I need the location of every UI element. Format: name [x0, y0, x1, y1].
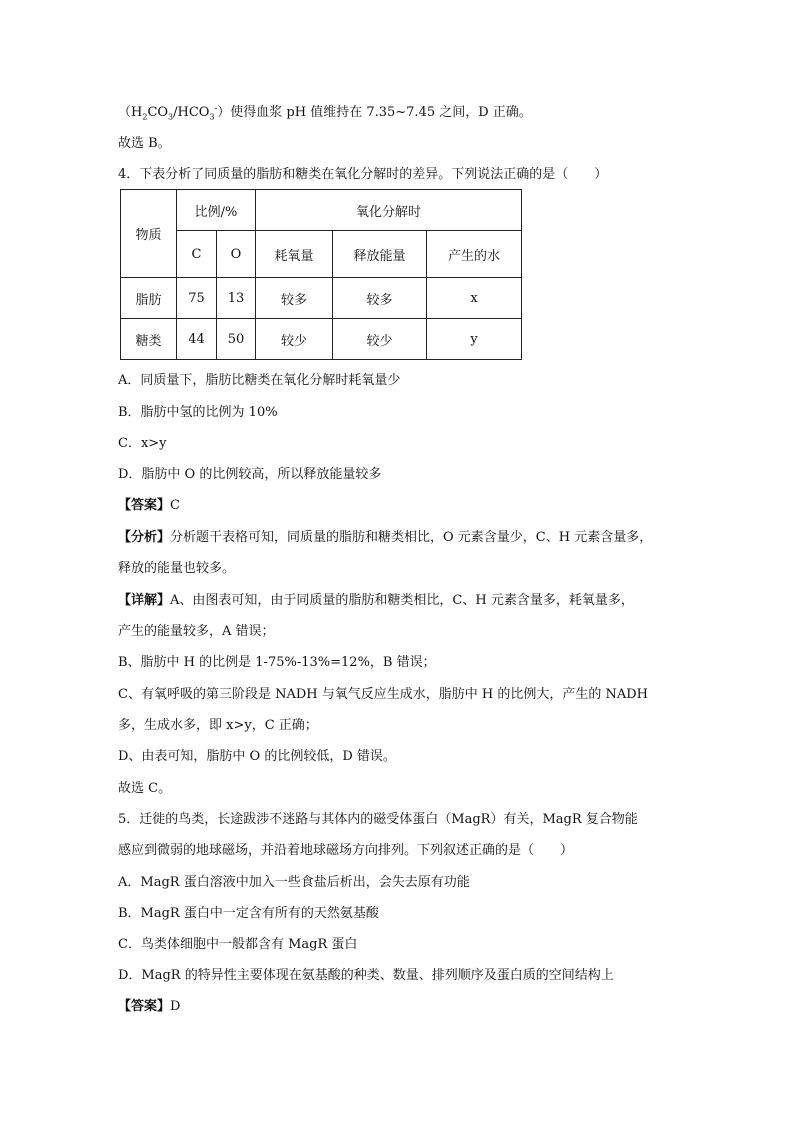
row-c: 44: [177, 319, 217, 360]
header-energy: 释放能量: [333, 231, 427, 278]
row-oxygen: 较少: [256, 319, 333, 360]
detail-label: 【详解】: [118, 593, 171, 608]
analysis-label: 【分析】: [118, 530, 171, 545]
table-row: [121, 319, 522, 360]
answer-label: 【答案】: [118, 999, 171, 1014]
answer-value: C: [170, 498, 180, 513]
answer-label: 【答案】: [118, 498, 171, 513]
formula-subscript: 2: [142, 112, 148, 122]
analysis-text: 分析题干表格可知，同质量的脂肪和糖类相比，O 元素含量少，C、H 元素含量多，: [170, 530, 653, 545]
q4-option-c: C．x>y: [118, 436, 167, 451]
header-c: C: [177, 231, 217, 278]
row-energy: 较多: [333, 278, 427, 319]
choose-b-line: 故选 B。: [118, 136, 171, 151]
formula-line: [118, 104, 532, 122]
row-water: x: [427, 278, 522, 319]
q5-answer-line: [118, 998, 180, 1016]
formula-superscript: -: [214, 103, 218, 113]
q5-option-a: A．MagR 蛋白溶液中加入一些食盐后析出，会失去原有功能: [118, 875, 470, 890]
header-ratio: 比例/%: [177, 190, 256, 231]
formula-text: （H: [118, 105, 143, 120]
header-water: 产生的水: [427, 231, 522, 278]
formula-text: /HCO: [173, 105, 210, 120]
q4-choose-line: 故选 C。: [118, 781, 172, 796]
row-c: 75: [177, 278, 217, 319]
q4-detail-line-6: D、由表可知，脂肪中 O 的比例较低，D 错误。: [118, 749, 396, 764]
answer-value: D: [170, 999, 181, 1014]
formula-subscript: 3: [209, 112, 215, 122]
row-o: 13: [217, 278, 256, 319]
q4-option-a: A．同质量下，脂肪比糖类在氧化分解时耗氧量少: [118, 373, 401, 388]
question-4-stem: 4．下表分析了同质量的脂肪和糖类在氧化分解时的差异。下列说法正确的是（ ）: [118, 167, 608, 182]
header-oxidation: 氧化分解时: [256, 190, 522, 231]
row-energy: 较少: [333, 319, 427, 360]
header-oxygen: 耗氧量: [256, 231, 333, 278]
q4-analysis-line-1: [118, 529, 652, 547]
q4-analysis-line-2: 释放的能量也较多。: [118, 561, 236, 576]
row-name: 脂肪: [121, 278, 177, 319]
question-5-stem-2: 感应到微弱的地球磁场，并沿着地球磁场方向排列。下列叙述正确的是（ ）: [118, 843, 574, 858]
formula-text: CO: [147, 105, 169, 120]
row-water: y: [427, 319, 522, 360]
detail-text: A、由图表可知，由于同质量的脂肪和糖类相比，C、H 元素含量多，耗氧量多，: [170, 593, 634, 608]
q5-option-d: D．MagR 的特异性主要体现在氨基酸的种类、数量、排列顺序及蛋白质的空间结构上: [118, 968, 614, 983]
comparison-table: [120, 189, 522, 360]
q4-option-b: B．脂肪中氢的比例为 10%: [118, 405, 278, 420]
q4-detail-line-5: 多，生成水多，即 x>y，C 正确；: [118, 718, 318, 733]
q5-option-b: B．MagR 蛋白中一定含有所有的天然氨基酸: [118, 906, 379, 921]
q5-option-c: C．鸟类体细胞中一般都含有 MagR 蛋白: [118, 937, 358, 952]
header-substance: 物质: [121, 190, 177, 278]
q4-answer-line: [118, 497, 180, 515]
q4-option-d: D．脂肪中 O 的比例较高，所以释放能量较多: [118, 467, 382, 482]
question-5-stem-1: 5．迁徙的鸟类，长途跋涉不迷路与其体内的磁受体蛋白（MagR）有关，MagR 复合物能: [118, 812, 638, 827]
q4-detail-line-4: C、有氧呼吸的第三阶段是 NADH 与氧气反应生成水，脂肪中 H 的比例大，产生的 NADH: [118, 687, 648, 702]
q4-detail-line-2: 产生的能量较多，A 错误；: [118, 624, 275, 639]
formula-subscript: 3: [168, 112, 174, 122]
formula-text: ）使得血浆 pH 值维持在 7.35~7.45 之间，D 正确。: [217, 105, 532, 120]
row-oxygen: 较多: [256, 278, 333, 319]
row-o: 50: [217, 319, 256, 360]
q4-detail-line-3: B、脂肪中 H 的比例是 1-75%-13%=12%，B 错误；: [118, 655, 436, 670]
header-o: O: [217, 231, 256, 278]
table-row: [121, 278, 522, 319]
row-name: 糖类: [121, 319, 177, 360]
q4-detail-line-1: [118, 592, 634, 610]
